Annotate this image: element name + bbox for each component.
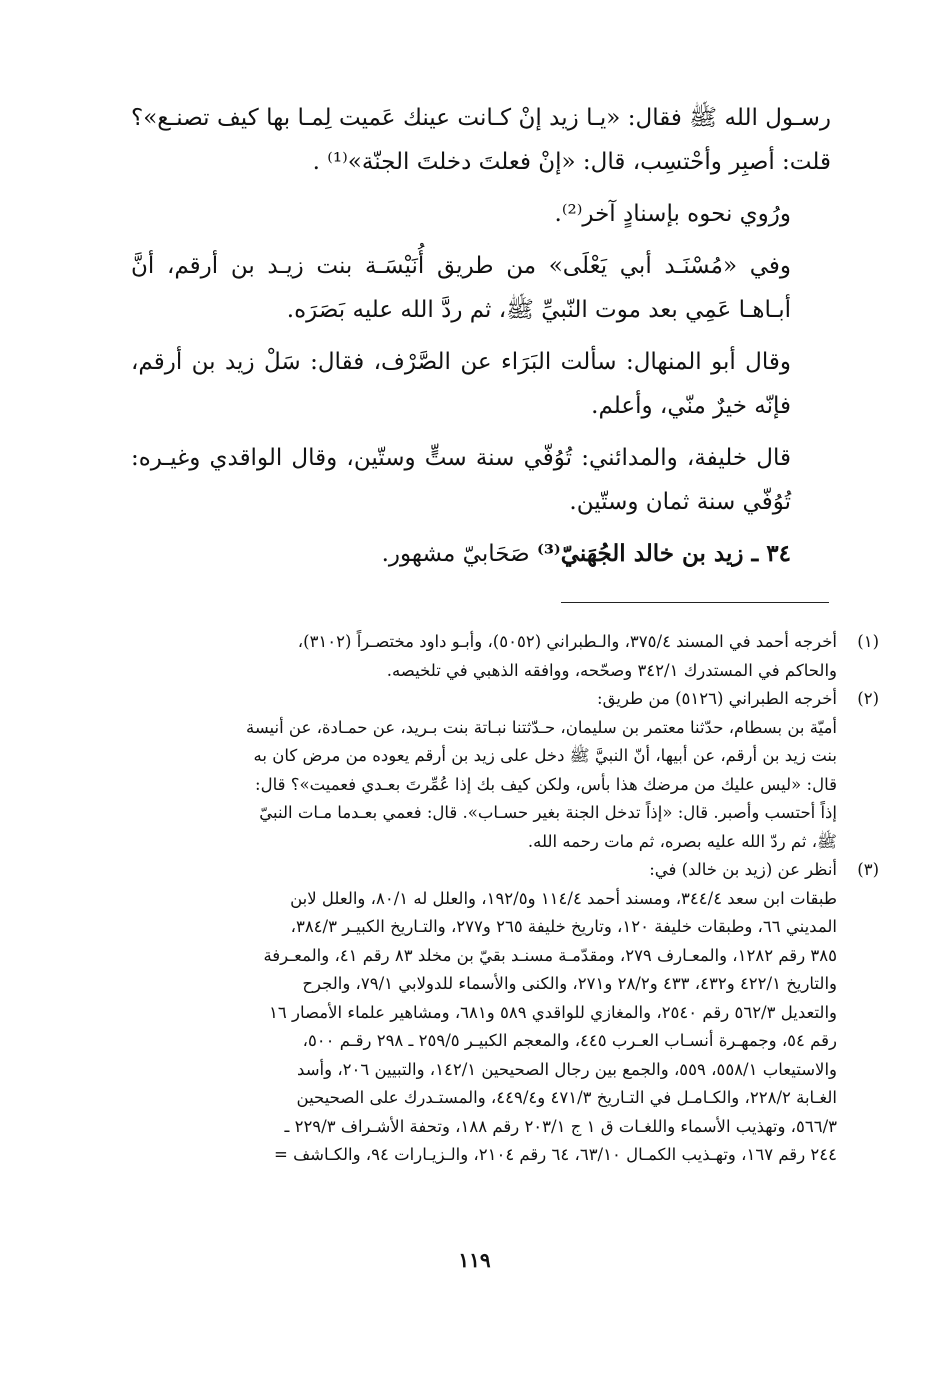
paragraph-2: ورُوي نحوه بإسنادٍ آخر⁽²⁾. xyxy=(554,201,791,227)
footnote-line: المديني ٦٦، وطبقات خليفة ١٢٠، وتاريخ خليفة ٢٦٥ و٢٧٧، والتـاريخ الكبيـر ٣٨٤/٣، xyxy=(290,917,837,936)
footnote-line: الغـابة ٢٢٨/٢، والكـامـل في التـاريخ ٤٧١/٣ و٤٤٩/٤، والمستـدرك على الصحيحين xyxy=(296,1088,837,1107)
footnote-number: (٣) xyxy=(857,860,879,879)
paragraph-4: وقال أبو المنهال: سألت البَرَاء عن الصَّرْف، فقال: سَلْ زيد بن أرقم، فإنّه خيرٌ منّي، وأعلم. xyxy=(131,349,791,419)
main-text xyxy=(131,96,831,584)
paragraph-3: وفي «مُسْنَـد أبي يَعْلَى» من طريق أُنَيْسَـة بنت زيـد بن أرقم، أنَّ أبـاهـا عَمِي بعد موت النّبيِّ ﷺ، ثم ردَّ الله عليه بَصَرَه. xyxy=(131,253,791,323)
paragraph-1: رسـول الله ﷺ فقال: «يـا زيد إنْ كـانت عينك عَميت لِمـا بها كيف تصنـع»؟ قلت: أصبِر وأحْتسِب، قال: «إنْ فعلتَ دخلتَ الجنّة»⁽¹⁾ . xyxy=(131,105,831,175)
footnote-line: ٣٨٥ رقم ١٢٨٢، والمعـارف ٢٧٩، ومقدّمـة مسنـد بقيّ بن مخلد ٨٣ رقم ٤١، والمعـرفة xyxy=(263,945,837,965)
footnote-line: ٥٦٦/٣، وتهذيب الأسماء واللغـات ق ١ ج ٢٠٣/١ رقم ١٨٨، وتحفة الأشـراف ٢٢٩/٣ ـ xyxy=(284,1116,837,1136)
footnote-1 xyxy=(115,628,879,685)
footnote-separator xyxy=(561,602,829,603)
footnote-line: والتاريخ ٤٢٢/١ و٤٣٢، ٤٣٣ و٢٨/٢ و٢٧١، والكنى والأسماء للدولابي ٧٩/١، والجرح xyxy=(302,974,837,993)
footnote-line: أنظر عن (زيد بن خالد) في: xyxy=(649,860,837,879)
footnote-line: بنت زيد بن أرقم، عن أبيها، أنّ النبيَّ ﷺ دخل على زيد بن أرقم يعوده من مرض كان به xyxy=(253,746,837,765)
footnote-line: ٢٤٤ رقم ١٦٧، وتهـذيب الكمـال ٦٣/١٠، ٦٤ رقم ٢١٠٤، والـزيـارات ٩٤، والكـاشف = xyxy=(274,1145,837,1164)
footnote-line: أخرجه أحمد في المسند ٣٧٥/٤، والـطبراني (٥٠٥٢)، وأبـو داود مختصـراً (٣١٠٢)، xyxy=(297,632,837,651)
entry-heading xyxy=(131,532,831,576)
footnote-number: (١) xyxy=(857,632,879,651)
entry-heading-title: ٣٤ ـ زيد بن خالد الجُهَنيّ⁽³⁾ xyxy=(536,540,791,567)
entry-heading-description: صَحَابيّ مشهور. xyxy=(381,541,537,567)
footnote-line: رقم ٥٤، وجمهـرة أنسـاب العـرب ٤٤٥، والمعجم الكبيـر ٢٥٩/٥ ـ ٢٩٨ رقـم ٥٠٠، xyxy=(302,1031,837,1050)
footnote-3 xyxy=(115,856,879,1170)
footnote-line: والتعديل ٥٦٢/٣ رقم ٢٥٤٠، والمغازي للواقدي ٥٨٩ و٦٨١، ومشاهير علماء الأمصار ١٦ xyxy=(269,1002,837,1022)
footnote-line: طبقات ابن سعد ٣٤٤/٤، ومسند أحمد ١١٤/٤ و١٩٢/٥، والعلل له ٨٠/١، والعلل لابن xyxy=(290,888,837,908)
footnote-line: أخرجه الطبراني (٥١٢٦) من طريق: xyxy=(597,689,837,708)
footnote-number: (٢) xyxy=(857,689,879,708)
footnotes xyxy=(115,628,879,1170)
footnote-line: ﷺ، ثم ردّ الله عليه بصره، ثم مات رحمه الله. xyxy=(527,831,837,851)
paragraph-5: قال خليفة، والمدائني: تُوُفّي سنة ستٍّ وستّين، وقال الواقدي وغيـره: تُوُفّي سنة ثمان وستّين. xyxy=(131,445,791,515)
page-number: ١١٩ xyxy=(458,1248,491,1272)
footnote-2 xyxy=(115,685,879,856)
footnote-line: قال: «ليس عليك من مرضك هذا بأس، ولكن كيف بك إذا عُمِّرتَ بعـدي فعميت»؟ قال: xyxy=(255,774,837,794)
footnote-line: أميّة بن بسطام، حدّثنا معتمر بن سليمان، حـدّثتنا نبـاتة بنت بـريد، عن حمـادة، عن أنيسة xyxy=(245,717,837,737)
footnote-line: والحاكم في المستدرك ٣٤٢/١ وصحّحه، ووافقه الذهبي في تلخيصه. xyxy=(386,660,837,680)
footnote-line: إذاً أحتسب وأصبر. قال: «إذاً تدخل الجنة بغير حسـاب». قال: فعمي بعـدما مـات النبيّ xyxy=(259,803,837,822)
footnote-line: والاستيعاب ٥٥٨/١، ٥٥٩، والجمع بين رجال الصحيحين ١٤٢/١، والتبيين ٢٠٦، وأسد xyxy=(297,1059,837,1079)
